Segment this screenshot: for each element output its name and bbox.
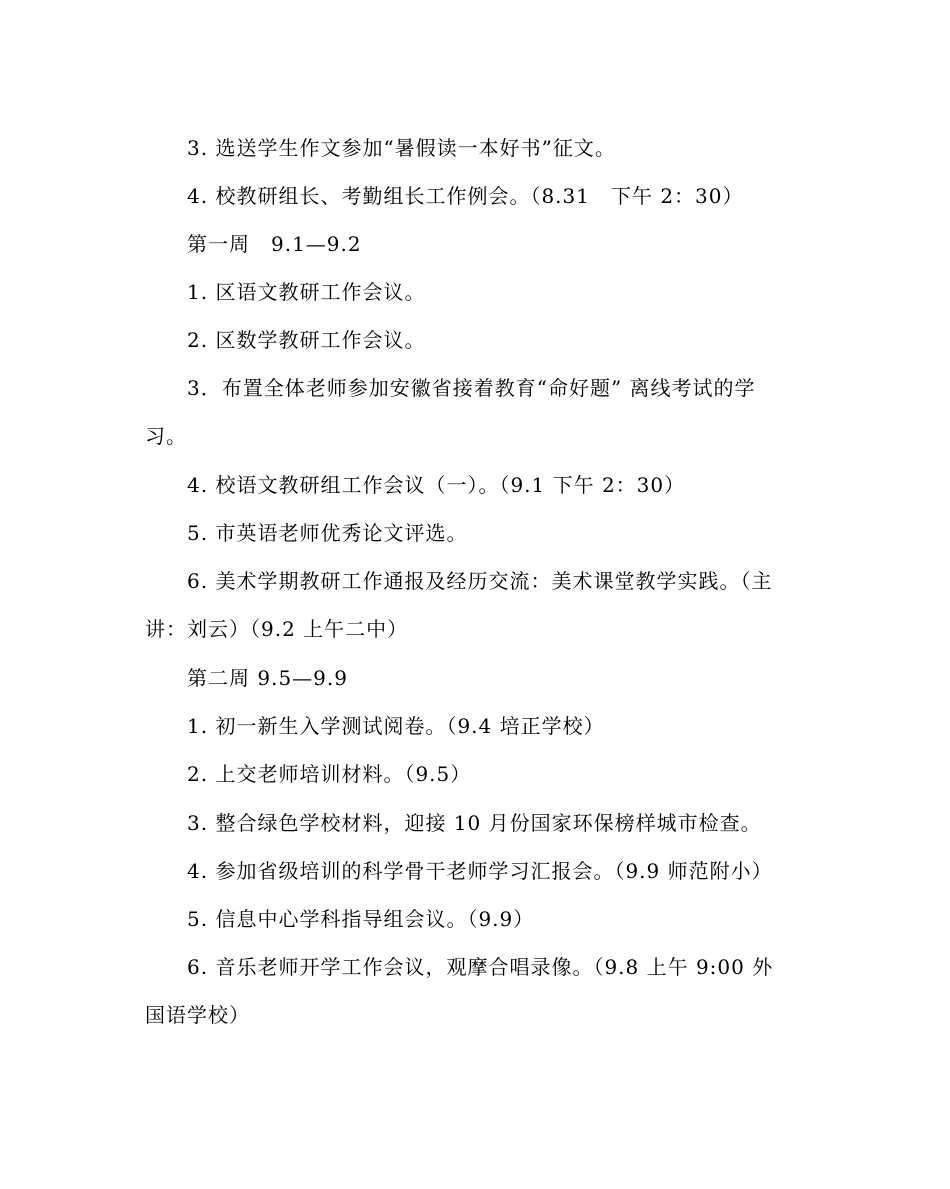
section-heading-week-2: 第二周 9.5—9.9 [187, 666, 348, 690]
paragraph-line: 4. 校语文教研组工作会议（一）。（9.1 下午 2：30） [187, 473, 686, 497]
paragraph-line: 2. 区数学教研工作会议。 [187, 328, 426, 352]
paragraph-line: 5. 市英语老师优秀论文评选。 [187, 521, 468, 545]
paragraph-line: 3. 选送学生作文参加“暑假读一本好书”征文。 [187, 136, 616, 160]
paragraph-line: 1. 初一新生入学测试阅卷。（9.4 培正学校） [187, 714, 605, 738]
section-heading-week-1: 第一周 9.1—9.2 [187, 232, 362, 256]
paragraph-line: 6. 美术学期教研工作通报及经历交流：美术课堂教学实践。（主 [187, 569, 773, 593]
paragraph-line: 1. 区语文教研工作会议。 [187, 280, 426, 304]
paragraph-line-continuation: 讲：刘云）（9.2 上午二中） [145, 617, 409, 641]
paragraph-line: 4. 参加省级培训的科学骨干老师学习汇报会。（9.9 师范附小） [187, 859, 773, 883]
paragraph-line: 2. 上交老师培训材料。（9.5） [187, 762, 472, 786]
paragraph-line: 3．布置全体老师参加安徽省接着教育“命好题” 离线考试的学 [187, 376, 756, 400]
paragraph-line: 5. 信息中心学科指导组会议。（9.9） [187, 907, 535, 931]
paragraph-line: 4. 校教研组长、考勤组长工作例会。（8.31 下午 2：30） [187, 184, 744, 208]
paragraph-line: 6. 音乐老师开学工作会议，观摩合唱录像。（9.8 上午 9:00 外 [187, 955, 774, 979]
paragraph-line-continuation: 习。 [145, 424, 187, 448]
paragraph-line: 3. 整合绿色学校材料，迎接 10 月份国家环保榜样城市检查。 [187, 811, 762, 835]
paragraph-line-continuation: 国语学校） [145, 1003, 250, 1027]
